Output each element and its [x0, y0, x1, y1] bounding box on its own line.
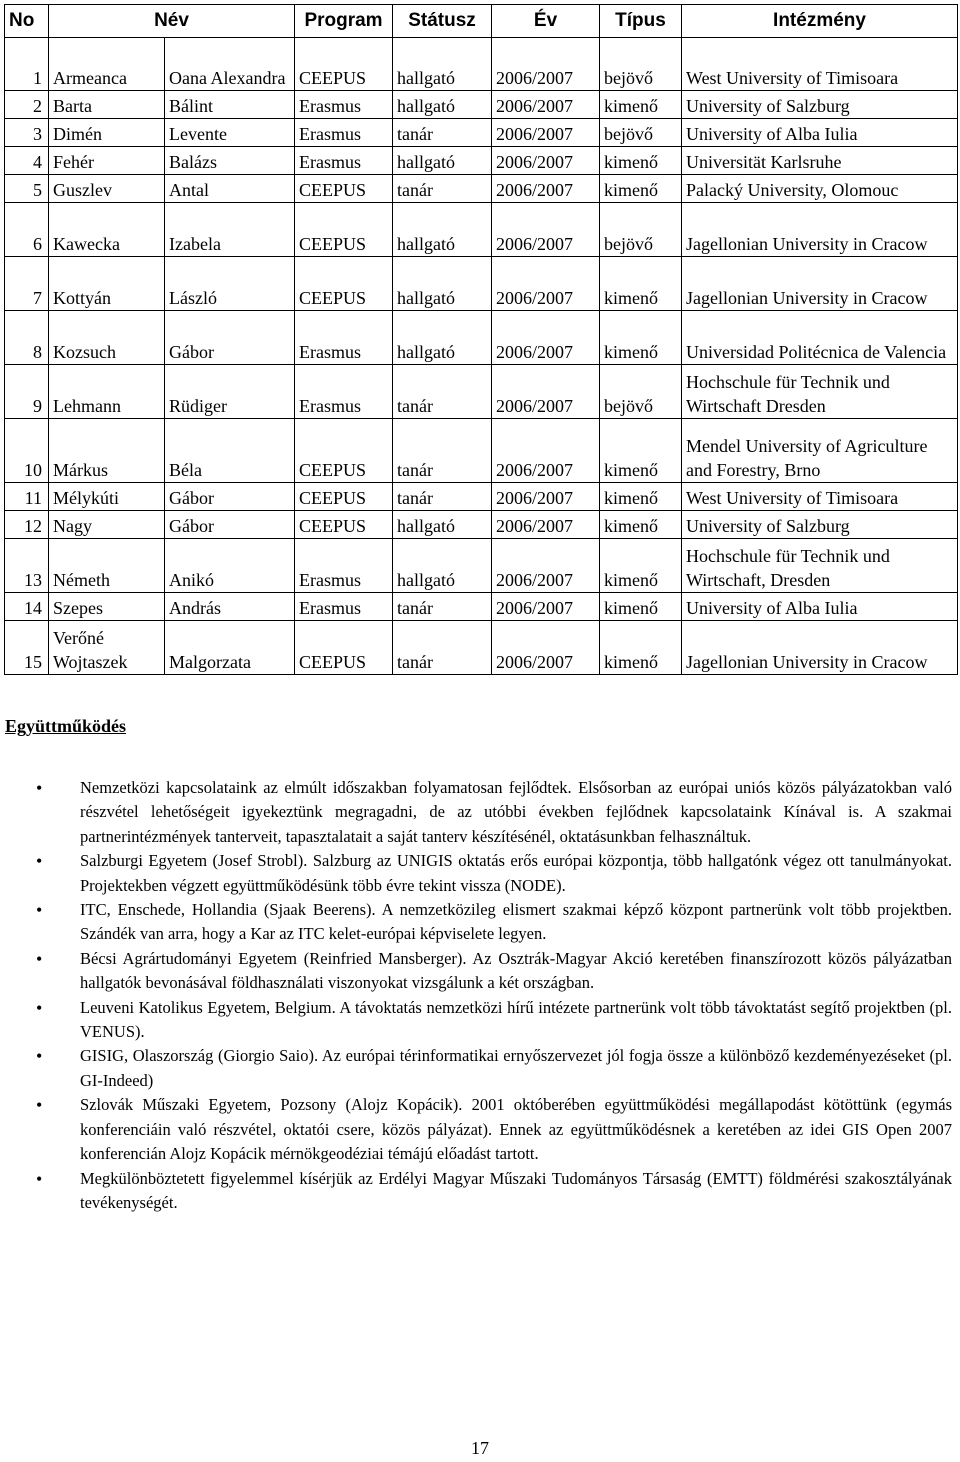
- cell-no: 3: [5, 119, 49, 147]
- cell-program: CEEPUS: [295, 621, 393, 675]
- cell-year: 2006/2007: [492, 365, 600, 419]
- table-row: [5, 593, 958, 621]
- cell-no: 5: [5, 175, 49, 203]
- cell-year: 2006/2007: [492, 91, 600, 119]
- cell-inst: Universidad Politécnica de Valencia: [682, 311, 958, 365]
- cell-last: Márkus: [49, 419, 165, 483]
- cell-inst: University of Alba Iulia: [682, 119, 958, 147]
- table-row: [5, 119, 958, 147]
- cell-no: 4: [5, 147, 49, 175]
- cell-last: Németh: [49, 539, 165, 593]
- cell-program: Erasmus: [295, 91, 393, 119]
- cell-program: CEEPUS: [295, 38, 393, 91]
- table-row: [5, 175, 958, 203]
- cell-year: 2006/2007: [492, 38, 600, 91]
- cell-last: Fehér: [49, 147, 165, 175]
- cell-program: CEEPUS: [295, 483, 393, 511]
- cell-program: CEEPUS: [295, 175, 393, 203]
- cell-program: Erasmus: [295, 593, 393, 621]
- header-type: Típus: [600, 5, 682, 38]
- cell-status: hallgató: [393, 311, 492, 365]
- cell-first: Malgorzata: [165, 621, 295, 675]
- cell-inst: University of Salzburg: [682, 91, 958, 119]
- cell-program: Erasmus: [295, 539, 393, 593]
- cell-first: Levente: [165, 119, 295, 147]
- cell-program: CEEPUS: [295, 257, 393, 311]
- cell-last: Kottyán: [49, 257, 165, 311]
- cell-first: Gábor: [165, 483, 295, 511]
- cell-last: Kawecka: [49, 203, 165, 257]
- cell-last: Armeanca: [49, 38, 165, 91]
- exchange-table: [4, 4, 958, 675]
- cell-status: tanár: [393, 593, 492, 621]
- list-item: • Szlovák Műszaki Egyetem, Pozsony (Alojz Kopácik). 2001 októberében együttműködési megállapodást kötöttünk (egymás konferenciáin való részvétel, oktatói csere, közös pályázat). Ennek az együttműködésnek a keretében az idei GIS Open 2007 konferencián Alojz Kopácik mérnökgeodéziai témájú előadást tartott.: [32, 1093, 952, 1166]
- cell-inst: University of Salzburg: [682, 511, 958, 539]
- cell-year: 2006/2007: [492, 175, 600, 203]
- cell-no: 15: [5, 621, 49, 675]
- cell-year: 2006/2007: [492, 621, 600, 675]
- cell-first: Gábor: [165, 511, 295, 539]
- cell-first: Rüdiger: [165, 365, 295, 419]
- cell-first: Antal: [165, 175, 295, 203]
- cell-type: kimenő: [600, 483, 682, 511]
- table-row: [5, 257, 958, 311]
- cell-status: hallgató: [393, 511, 492, 539]
- cell-first: Balázs: [165, 147, 295, 175]
- cell-last: Kozsuch: [49, 311, 165, 365]
- cell-year: 2006/2007: [492, 257, 600, 311]
- cell-last: Szepes: [49, 593, 165, 621]
- table-row: [5, 203, 958, 257]
- cooperation-list: [32, 776, 952, 1215]
- cell-type: kimenő: [600, 147, 682, 175]
- cell-status: tanár: [393, 483, 492, 511]
- cell-inst: University of Alba Iulia: [682, 593, 958, 621]
- list-item: • Bécsi Agrártudományi Egyetem (Reinfried Mansberger). Az Osztrák-Magyar Akció keretében finanszírozott közös pályázatban hallgatók bevonásával földhasználati viszonyokat vizsgálunk a két országban.: [32, 947, 952, 996]
- cell-year: 2006/2007: [492, 593, 600, 621]
- cell-program: CEEPUS: [295, 203, 393, 257]
- table-row: [5, 38, 958, 91]
- page-number: 17: [471, 1438, 489, 1458]
- cell-program: Erasmus: [295, 119, 393, 147]
- cell-last: Dimén: [49, 119, 165, 147]
- cell-first: Béla: [165, 419, 295, 483]
- cell-no: 2: [5, 91, 49, 119]
- cell-type: bejövő: [600, 38, 682, 91]
- cell-no: 12: [5, 511, 49, 539]
- table-row: [5, 147, 958, 175]
- cell-no: 13: [5, 539, 49, 593]
- cell-last: Barta: [49, 91, 165, 119]
- table-header-row: [5, 5, 958, 38]
- cell-year: 2006/2007: [492, 539, 600, 593]
- cell-first: Anikó: [165, 539, 295, 593]
- cell-type: kimenő: [600, 539, 682, 593]
- cell-no: 9: [5, 365, 49, 419]
- cell-status: tanár: [393, 419, 492, 483]
- cell-last: Lehmann: [49, 365, 165, 419]
- cell-first: András: [165, 593, 295, 621]
- list-item: • GISIG, Olaszország (Giorgio Saio). Az európai térinformatikai ernyőszervezet jól fogja össze a különböző kezdeményezéseket (pl. GI-Indeed): [32, 1044, 952, 1093]
- cell-inst: West University of Timisoara: [682, 483, 958, 511]
- cell-last: Mélykúti: [49, 483, 165, 511]
- cell-type: bejövő: [600, 365, 682, 419]
- cell-status: tanár: [393, 621, 492, 675]
- cell-last: Guszlev: [49, 175, 165, 203]
- cell-status: tanár: [393, 365, 492, 419]
- cell-year: 2006/2007: [492, 311, 600, 365]
- cell-status: tanár: [393, 175, 492, 203]
- cell-year: 2006/2007: [492, 419, 600, 483]
- header-status: Státusz: [393, 5, 492, 38]
- list-item: • ITC, Enschede, Hollandia (Sjaak Beerens). A nemzetközileg elismert szakmai képző központ partnerünk volt több projektben. Szándék van arra, hogy a Kar az ITC kelet-európai képviselete legyen.: [32, 898, 952, 947]
- cell-type: kimenő: [600, 91, 682, 119]
- table-row: [5, 621, 958, 675]
- cell-no: 14: [5, 593, 49, 621]
- cell-inst: Hochschule für Technik und Wirtschaft, Dresden: [682, 539, 958, 593]
- cell-first: Izabela: [165, 203, 295, 257]
- cell-type: kimenő: [600, 311, 682, 365]
- cell-inst: Universität Karlsruhe: [682, 147, 958, 175]
- table-row: [5, 91, 958, 119]
- list-item: • Nemzetközi kapcsolataink az elmúlt időszakban folyamatosan fejlődtek. Elsősorban az európai uniós közös pályázatokban való részvétel lehetőségeit igyekeztünk megragadni, de az utóbbi években fejlődnek kapcsolataink Kínával is. A szakmai partnerintézmények tanterveit, tapasztalatait a saját tanterv készítésénél, oktatásunkban felhasználtuk.: [32, 776, 952, 849]
- list-item: • Megkülönböztetett figyelemmel kísérjük az Erdélyi Magyar Műszaki Tudományos Társaság (EMTT) földmérési szakosztályának tevékenységét.: [32, 1167, 952, 1216]
- cell-type: kimenő: [600, 419, 682, 483]
- header-name: Név: [49, 5, 295, 38]
- cell-last: Nagy: [49, 511, 165, 539]
- cell-year: 2006/2007: [492, 147, 600, 175]
- cell-program: Erasmus: [295, 147, 393, 175]
- cell-program: Erasmus: [295, 365, 393, 419]
- cell-inst: West University of Timisoara: [682, 38, 958, 91]
- cell-type: kimenő: [600, 257, 682, 311]
- cell-inst: Hochschule für Technik und Wirtschaft Dresden: [682, 365, 958, 419]
- cell-program: CEEPUS: [295, 511, 393, 539]
- cell-no: 1: [5, 38, 49, 91]
- cell-type: bejövő: [600, 119, 682, 147]
- cell-status: hallgató: [393, 147, 492, 175]
- cell-status: tanár: [393, 119, 492, 147]
- cell-year: 2006/2007: [492, 483, 600, 511]
- cell-year: 2006/2007: [492, 203, 600, 257]
- table-row: [5, 539, 958, 593]
- cell-type: bejövő: [600, 203, 682, 257]
- cell-status: hallgató: [393, 91, 492, 119]
- cell-type: kimenő: [600, 175, 682, 203]
- cell-first: Gábor: [165, 311, 295, 365]
- cell-status: hallgató: [393, 38, 492, 91]
- cell-type: kimenő: [600, 621, 682, 675]
- table-row: [5, 311, 958, 365]
- cell-no: 8: [5, 311, 49, 365]
- cell-program: Erasmus: [295, 311, 393, 365]
- header-year: Év: [492, 5, 600, 38]
- header-institution: Intézmény: [682, 5, 958, 38]
- header-no: No: [5, 5, 49, 38]
- section-title: Együttműködés: [5, 716, 127, 736]
- cell-first: László: [165, 257, 295, 311]
- cell-type: kimenő: [600, 511, 682, 539]
- cell-first: Oana Alexandra: [165, 38, 295, 91]
- cell-no: 6: [5, 203, 49, 257]
- table-body: [5, 38, 958, 675]
- cell-program: CEEPUS: [295, 419, 393, 483]
- cell-inst: Palacký University, Olomouc: [682, 175, 958, 203]
- table-row: [5, 419, 958, 483]
- list-item: • Leuveni Katolikus Egyetem, Belgium. A távoktatás nemzetközi hírű intézete partnerünk volt több távoktatást segítő projektben (pl. VENUS).: [32, 996, 952, 1045]
- cell-inst: Jagellonian University in Cracow: [682, 203, 958, 257]
- cell-no: 10: [5, 419, 49, 483]
- cell-status: hallgató: [393, 539, 492, 593]
- cell-inst: Jagellonian University in Cracow: [682, 621, 958, 675]
- cell-first: Bálint: [165, 91, 295, 119]
- cell-year: 2006/2007: [492, 119, 600, 147]
- cell-status: hallgató: [393, 257, 492, 311]
- table-row: [5, 483, 958, 511]
- cell-inst: Mendel University of Agriculture and Forestry, Brno: [682, 419, 958, 483]
- table-row: [5, 511, 958, 539]
- cell-last: Verőné Wojtaszek: [49, 621, 165, 675]
- table-row: [5, 365, 958, 419]
- cell-no: 11: [5, 483, 49, 511]
- list-item: • Salzburgi Egyetem (Josef Strobl). Salzburg az UNIGIS oktatás erős európai központja, több hallgatónk végez ott tanulmányokat. Projektekben végzett együttműködésünk több évre tekint vissza (NODE).: [32, 849, 952, 898]
- cell-inst: Jagellonian University in Cracow: [682, 257, 958, 311]
- cell-no: 7: [5, 257, 49, 311]
- cell-type: kimenő: [600, 593, 682, 621]
- header-program: Program: [295, 5, 393, 38]
- cell-status: hallgató: [393, 203, 492, 257]
- cell-year: 2006/2007: [492, 511, 600, 539]
